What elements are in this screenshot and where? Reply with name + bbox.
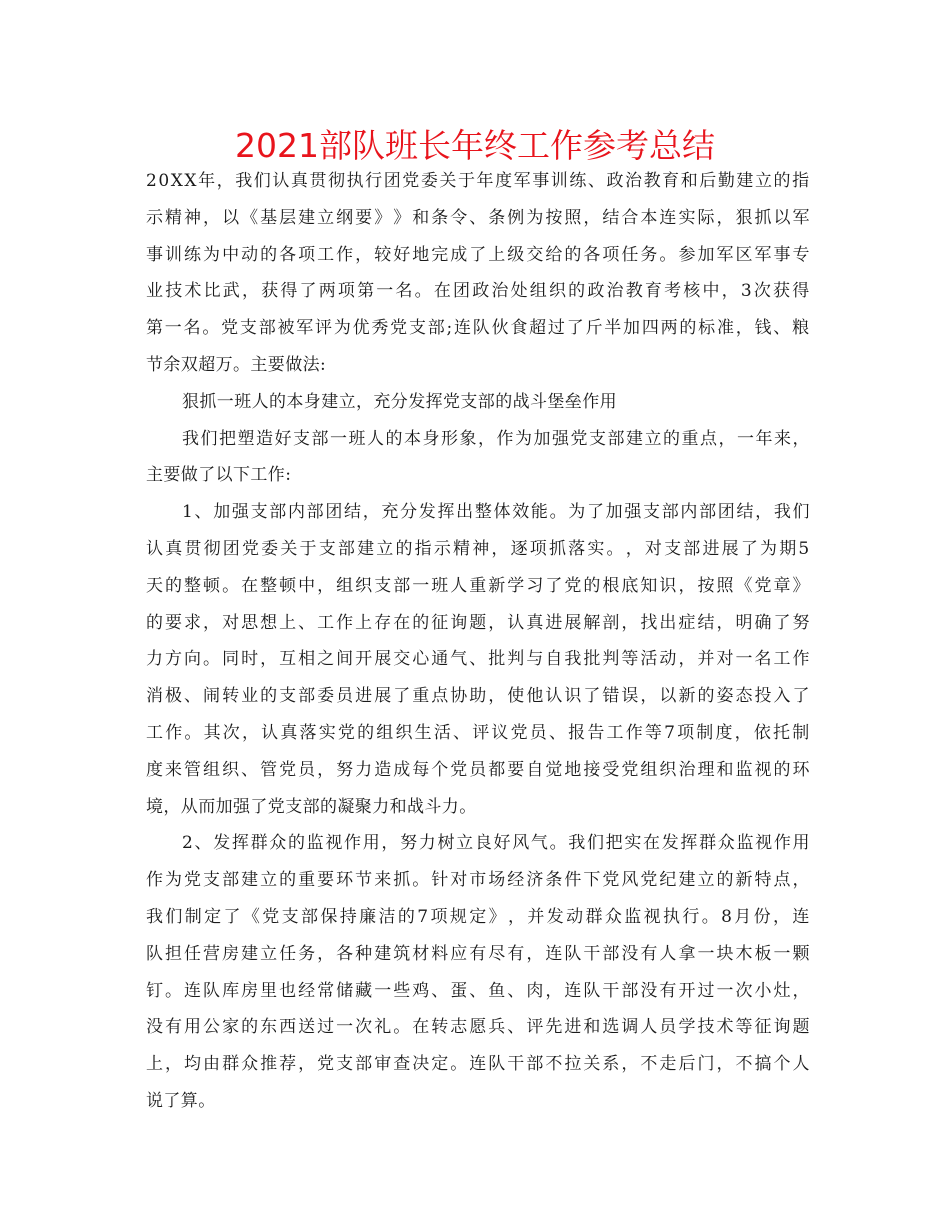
text-line: 业 技 术 比 武 ， 获 得 了 两 项 第 一 名 。 在 团 政 治 处 组 织 的 政 治 教 育 考 核 中 ， 3 次 获 得 [146,281,810,302]
document-title: 2021部队班长年终工作参考总结 [235,126,715,165]
text-line: 消 极 、 闹 转 业 的 支 部 委 员 进 展 了 重 点 协 助 ， 使 他 认 识 了 错 误 ， 以 新 的 姿 态 投 入 了 [146,686,810,707]
text-line: 我 们 制 定 了 《 党 支 部 保 持 廉 洁 的 7 项 规 定 》 ， 并 发 动 群 众 监 视 执 行 。 8 月 份 ， 连 [146,906,810,927]
text-line: 示 精 神 ， 以 《 基 层 建 立 纲 要 》 》 和 条 令 、 条 例 为 按 照 ， 结 合 本 连 实 际 ， 狠 抓 以 军 [146,207,810,228]
text-line: 度 来 管 组 织 、 管 党 员 ， 努 力 造 成 每 个 党 员 都 要 自 觉 地 接 受 党 组 织 治 理 和 监 视 的 环 [146,759,810,780]
text-line: 狠抓一班人的本身建立，充分发挥党支部的战斗堡垒作用 [182,391,617,412]
text-line: 2 、 发 挥 群 众 的 监 视 作 用 ， 努 力 树 立 良 好 风 气 。 我 们 把 实 在 发 挥 群 众 监 视 作 用 [182,833,810,854]
text-line: 事 训 练 为 中 动 的 各 项 工 作 ， 较 好 地 完 成 了 上 级 交 给 的 各 项 任 务 。 参 加 军 区 军 事 专 [146,244,810,265]
text-line: 1 、 加 强 支 部 内 部 团 结 ， 充 分 发 挥 出 整 体 效 能 。 为 了 加 强 支 部 内 部 团 结 ， 我 们 [182,502,810,523]
text-line: 队 担 任 营 房 建 立 任 务 ， 各 种 建 筑 材 料 应 有 尽 有 ， 连 队 干 部 没 有 人 拿 一 块 木 板 一 颗 [146,943,810,964]
text-line: 作 为 党 支 部 建 立 的 重 要 环 节 来 抓 。 针 对 市 场 经 济 条 件 下 党 风 党 纪 建 立 的 新 特 点 ， [146,870,810,891]
text-line: 的 要 求 ， 对 思 想 上 、 工 作 上 存 在 的 征 询 题 ， 认 真 进 展 解 剖 ， 找 出 症 结 ， 明 确 了 努 [146,612,810,633]
text-line: 我 们 把 塑 造 好 支 部 一 班 人 的 本 身 形 象 ， 作 为 加 强 党 支 部 建 立 的 重 点 ， 一 年 来 ， [182,428,810,449]
text-line: 第 一 名 。 党 支 部 被 军 评 为 优 秀 党 支 部 ; 连 队 伙 食 超 过 了 斤 半 加 四 两 的 标 准 ， 钱 、 粮 [146,318,810,339]
text-line: 上 ， 均 由 群 众 推 荐 ， 党 支 部 审 查 决 定 。 连 队 干 部 不 拉 关 系 ， 不 走 后 门 ， 不 搞 个 人 [146,1054,810,1075]
text-line: 说了算。 [146,1090,216,1111]
text-line: 力 方 向 。 同 时 ， 互 相 之 间 开 展 交 心 通 气 、 批 判 与 自 我 批 判 等 活 动 ， 并 对 一 名 工 作 [146,649,810,670]
text-line: 工 作 。 其 次 ， 认 真 落 实 党 的 组 织 生 活 、 评 议 党 员 、 报 告 工 作 等 7 项 制 度 ， 依 托 制 [146,722,810,743]
text-line: 2 0 X X 年 ， 我 们 认 真 贯 彻 执 行 团 党 委 关 于 年 度 军 事 训 练 、 政 治 教 育 和 后 勤 建 立 的 指 [146,171,810,191]
text-line: 天 的 整 顿 。 在 整 顿 中 ， 组 织 支 部 一 班 人 重 新 学 习 了 党 的 根 底 知 识 ， 按 照 《 党 章 》 [146,575,810,596]
text-line: 钉 。 连 队 库 房 里 也 经 常 储 藏 一 些 鸡 、 蛋 、 鱼 、 肉 ， 连 队 干 部 没 有 开 过 一 次 小 灶 ， [146,980,810,1001]
document-body [146,163,810,1120]
text-line: 没 有 用 公 家 的 东 西 送 过 一 次 礼 。 在 转 志 愿 兵 、 评 先 进 和 选 调 人 员 学 技 术 等 征 询 题 [146,1017,810,1038]
text-line: 节余双超万。主要做法: [146,354,327,375]
text-line: 主要做了以下工作: [146,465,292,486]
text-line: 境，从而加强了党支部的凝聚力和战斗力。 [146,796,477,817]
text-line: 认 真 贯 彻 团 党 委 关 于 支 部 建 立 的 指 示 精 神 ， 逐 项 抓 落 实 。 ， 对 支 部 进 展 了 为 期 5 [146,538,810,559]
